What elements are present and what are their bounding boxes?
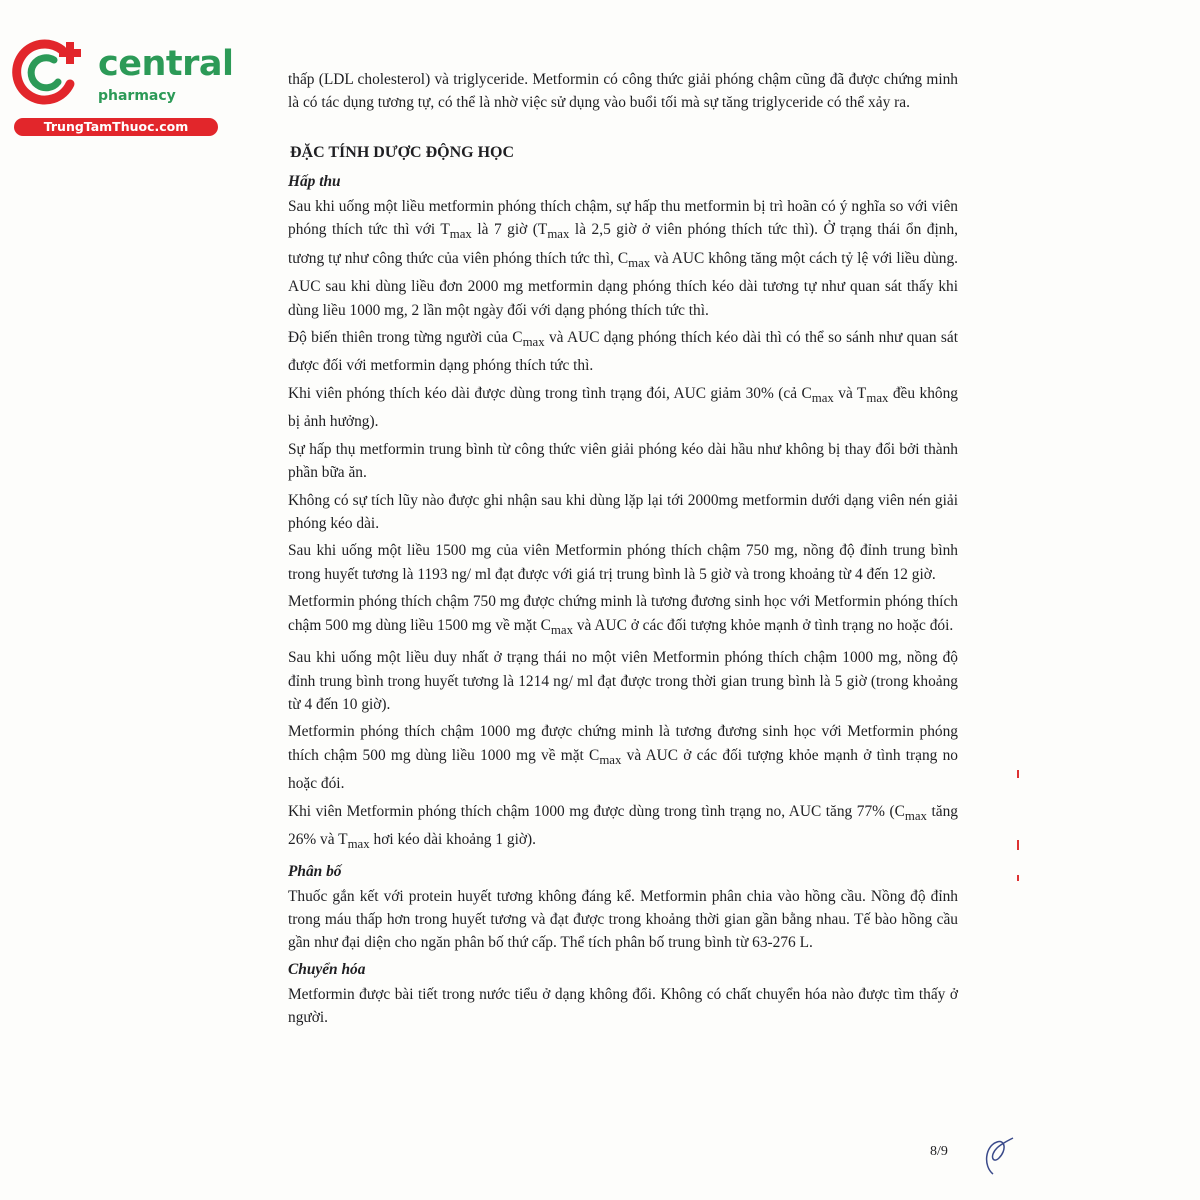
section-title: ĐẶC TÍNH DƯỢC ĐỘNG HỌC (290, 143, 515, 161)
metabolism-paragraph: Metformin được bài tiết trong nước tiểu ở dạng không đổi. Không có chất chuyển hóa nào được tìm thấy ở người. (288, 985, 958, 1027)
absorption-paragraph-6: Sau khi uống một liều 1500 mg của viên Metformin phóng thích chậm 750 mg, nồng độ đỉnh trung bình trong huyết tương là 1193 ng/ ml đạt được với giá trị trung bình là 5 giờ và trong khoảng từ 4 đến 12 giờ. (288, 542, 958, 583)
distribution-paragraph: Thuốc gắn kết với protein huyết tương không đáng kể. Metformin phân chia vào hồng cầu. Nồng độ đỉnh trong máu thấp hơn trong huyết tương và đạt được trong khoảng thời gian gần bằng nhau. Tế bào hồng cầu gần như đại diện cho ngăn phân bố thứ cấp. Thể tích phân bố trung bình từ 63-276 L. (288, 887, 958, 952)
margin-mark (1017, 770, 1019, 778)
brand-tagline: pharmacy (98, 88, 176, 104)
margin-mark (1017, 840, 1019, 850)
brand-site: TrungTamThuoc.com (14, 118, 218, 136)
absorption-paragraph-8: Sau khi uống một liều duy nhất ở trạng thái no một viên Metformin phóng thích chậm 1000 mg, nồng độ đỉnh trung bình trong huyết tương là 1214 ng/ ml đạt được trong thời gian trung bình là 5 giờ (trong khoảng từ 4 đến 10 giờ). (288, 649, 958, 713)
brand-name: central (98, 44, 234, 84)
absorption-heading: Hấp thu (288, 172, 341, 190)
absorption-paragraph-3: Khi viên phóng thích kéo dài được dùng trong tình trạng đói, AUC giảm 30% (cả $C_{max}$ và $T_{max}$ đều không bị ảnh hưởng). (288, 384, 958, 431)
logo-mark-icon (10, 36, 90, 106)
absorption-paragraph-1: Sau khi uống một liều metformin phóng thích chậm, sự hấp thu metformin bị trì hoãn có ý nghĩa so với viên phóng thích tức thì với $T_{max}$ là 7 giờ ($T_{max}$ là 2,5 giờ ở viên phóng thích tức thì). Ở trạng thái ổn định, tương tự như công thức của viên phóng thích tức thì, $C_{max}$ và AUC không tăng một cách tỷ lệ với liều dùng. AUC sau khi dùng liều đơn 2000 mg metformin dạng phóng thích kéo dài tương tự như quan sát thấy khi dùng liều 1000 mg, 2 lần một ngày đối với dạng phóng thích tức thì. (288, 197, 959, 319)
absorption-paragraph-2: Độ biến thiên trong từng người của $C_{max}$ và AUC dạng phóng thích kéo dài thì có thể so sánh như quan sát được đối với metformin dạng phóng thích tức thì. (288, 329, 959, 375)
absorption-paragraph-9: Metformin phóng thích chậm 1000 mg được chứng minh là tương đương sinh học với Metformin phóng thích chậm 500 mg dùng liều 1000 mg về mặt $C_{max}$ và AUC ở các đối tượng khỏe mạnh ở tình trạng no hoặc đói. (288, 723, 958, 793)
intro-paragraph: thấp (LDL cholesterol) và triglyceride. Metformin có công thức giải phóng chậm cũng đã được chứng minh là có tác dụng tương tự, có thể là nhờ việc sử dụng vào buổi tối mà sự tăng triglyceride có thể xảy ra. (288, 71, 958, 112)
distribution-heading: Phân bố (288, 862, 342, 880)
absorption-paragraph-5: Không có sự tích lũy nào được ghi nhận sau khi dùng lặp lại tới 2000mg metformin dưới dạng viên nén giải phóng kéo dài. (288, 491, 958, 532)
absorption-paragraph-10: Khi viên Metformin phóng thích chậm 1000 mg được dùng trong tình trạng no, AUC tăng 77% ($C_{max}$ tăng 26% và $T_{max}$ hơi kéo dài khoảng 1 giờ). (288, 802, 958, 852)
metabolism-heading: Chuyển hóa (288, 960, 366, 978)
brand-logo (10, 36, 234, 136)
absorption-paragraph-7: Metformin phóng thích chậm 750 mg được chứng minh là tương đương sinh học với Metformin phóng thích chậm 500 mg dùng liều 1500 mg về mặt $C_{max}$ và AUC ở các đối tượng khỏe mạnh ở tình trạng no hoặc đói. (288, 593, 958, 637)
absorption-paragraph-4: Sự hấp thụ metformin trung bình từ công thức viên giải phóng kéo dài hầu như không bị thay đổi bởi thành phần bữa ăn. (288, 440, 958, 482)
margin-mark (1017, 875, 1019, 881)
document-body (288, 68, 958, 1034)
signature-icon (975, 1136, 1015, 1176)
page-number: 8/9 (930, 1144, 948, 1159)
